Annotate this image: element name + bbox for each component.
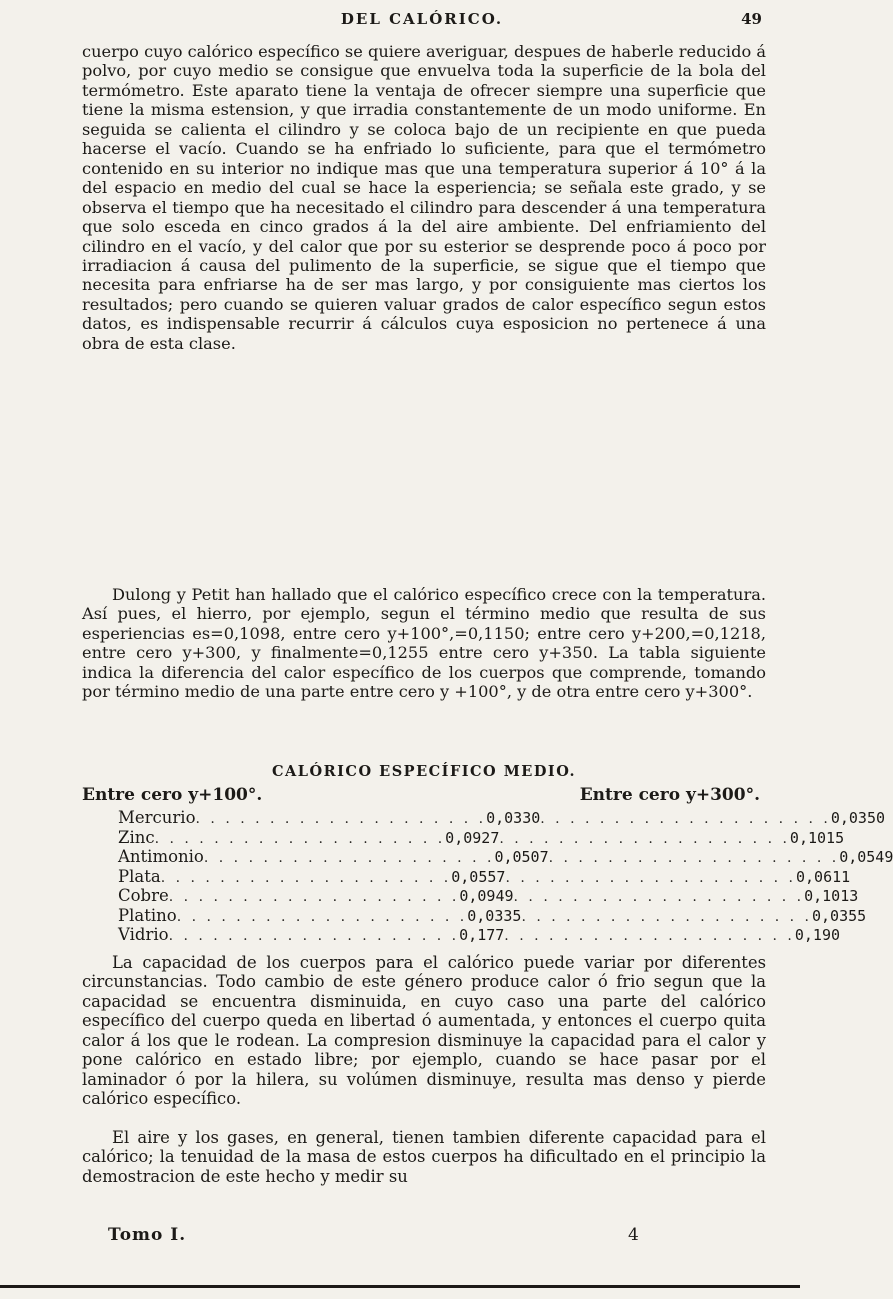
material-name: Zinc (118, 827, 155, 847)
value-100: 0,0949 (459, 887, 514, 905)
dot-leader: . . . . . . . . . . . . . . . . . . . . (195, 811, 487, 827)
value-100: 0,0557 (451, 867, 506, 886)
dot-leader: . . . . . . . . . . . . . . . . . . . . (176, 908, 468, 925)
column-header-300: Entre cero y+300°. (579, 785, 760, 805)
dot-leader: . . . . . . . . . . . . . . . . . . . . (168, 889, 460, 905)
value-300: 0,0549 (839, 848, 893, 866)
page-header (82, 10, 762, 36)
value-300: 0,0350 (830, 809, 886, 827)
dot-leader: . . . . . . . . . . . . . . . . . . . . (513, 889, 805, 905)
paragraph-4: El aire y los gases, en general, tienen tambien diferente capacidad para el calórico; la tenuidad de la masa de estos cuerpos ha dificultado en el principio la demostracion de este hecho y medir su (82, 1128, 766, 1186)
dot-leader: . . . . . . . . . . . . . . . . . . . . (168, 928, 460, 944)
bottom-rule (0, 1285, 800, 1288)
dot-leader: . . . . . . . . . . . . . . . . . . . . (521, 908, 812, 925)
material-name: Vidrio (118, 925, 169, 944)
value-300: 0,0355 (812, 906, 867, 925)
value-300: 0,1013 (804, 887, 859, 905)
value-100: 0,0927 (445, 828, 500, 847)
material-name: Antimonio (118, 847, 204, 866)
table-row (118, 905, 867, 926)
material-name: Platino (118, 905, 177, 925)
dot-leader: . . . . . . . . . . . . . . . . . . . . (499, 830, 790, 847)
signature-mark: 4 (628, 1225, 639, 1245)
dot-leader: . . . . . . . . . . . . . . . . . . . . (504, 928, 795, 944)
dot-leader: . . . . . . . . . . . . . . . . . . . . (548, 850, 840, 866)
table-row (118, 808, 886, 828)
table-row (118, 847, 893, 867)
value-100: 0,177 (459, 926, 505, 944)
dot-leader: . . . . . . . . . . . . . . . . . . . . (505, 869, 796, 886)
table-row (118, 866, 851, 887)
dot-leader: . . . . . . . . . . . . . . . . . . . . (160, 869, 452, 886)
material-name: Mercurio (118, 808, 196, 827)
value-300: 0,190 (794, 926, 841, 944)
specific-heat-table (118, 808, 893, 945)
dot-leader: . . . . . . . . . . . . . . . . . . . . (203, 850, 495, 866)
paragraph-3: La capacidad de los cuerpos para el calórico puede variar por diferentes circunstancias. Todo cambio de este género produce calor ó frio segun que la capacidad se encuentra disminuida, en cuyo caso una parte del calórico específico del cuerpo queda en libertad ó aumentada, y entonces el cuerpo quita calor á los que le rodean. La compresion disminuye la capacidad para el calor y pone calórico en estado libre; por ejemplo, cuando se hace pasar por el laminador ó por la hilera, su volúmen disminuye, resulta mas denso y pierde calórico específico. (82, 953, 766, 1109)
running-title: DEL CALÓRICO. (340, 10, 504, 28)
column-header-100: Entre cero y+100°. (82, 785, 263, 805)
volume-label: Tomo I. (108, 1225, 187, 1245)
value-100: 0,0335 (467, 906, 522, 925)
material-name: Plata (118, 866, 161, 886)
value-100: 0,0507 (494, 848, 549, 866)
dot-leader: . . . . . . . . . . . . . . . . . . . . (154, 830, 446, 847)
paragraph-1: cuerpo cuyo calórico específico se quiere averiguar, despues de haberle reducido á polvo, por cuyo medio se consigue que envuelva toda la superficie de la bola del termómetro. Este aparato tiene la ventaja de ofrecer siempre una superficie que tiene la misma estension, y que irradia constantemente de un modo uniforme. En seguida se calienta el cilindro y se coloca bajo de un recipiente en que pueda hacerse el vacío. Cuando se ha enfriado lo suficiente, para que el termómetro contenido en su interior no indique mas que una temperatura superior á 10° á la del espacio en medio del cual se hace la esperiencia; se señala este grado, y se observa el tiempo que ha necesitado el cilindro para descender á una temperatura que solo esceda en cinco grados á la del aire ambiente. Del enfriamiento del cilindro en el vacío, y del calor que por su esterior se desprende poco á poco por irradiacion á causa del pulimento de la superficie, se sigue que el tiempo que necesita para enfriarse ha de ser mas largo, y por consiguiente mas ciertos los resultados; pero cuando se quieren valuar grados de calor específico segun estos datos, es indispensable recurrir á cálculos cuya esposicion no pertenece á una obra de esta clase. (82, 42, 767, 353)
dot-leader: . . . . . . . . . . . . . . . . . . . . (540, 811, 831, 827)
page-footer (108, 1225, 668, 1247)
value-300: 0,0611 (796, 867, 851, 886)
table-row (118, 827, 845, 848)
table-row (118, 886, 859, 906)
table-title: CALÓRICO ESPECÍFICO MEDIO. (271, 763, 577, 780)
material-name: Cobre (118, 886, 169, 905)
value-100: 0,0330 (486, 809, 541, 827)
value-300: 0,1015 (789, 828, 845, 847)
page-number: 49 (741, 10, 762, 28)
table-row (118, 925, 841, 945)
paragraph-2: Dulong y Petit han hallado que el calórico específico crece con la temperatura. Así pues, el hierro, por ejemplo, segun el término medio que resulta de sus esperiencias es=0,1098, entre cero y+100°,=0,1150; entre cero y+200,=0,1218, entre cero y+300, y finalmente=0,1255 entre cero y+350. La tabla siguiente indica la diferencia del calor específico de los cuerpos que comprende, tomando por término medio de una parte entre cero y +100°, y de otra entre cero y+300°. (82, 585, 766, 702)
